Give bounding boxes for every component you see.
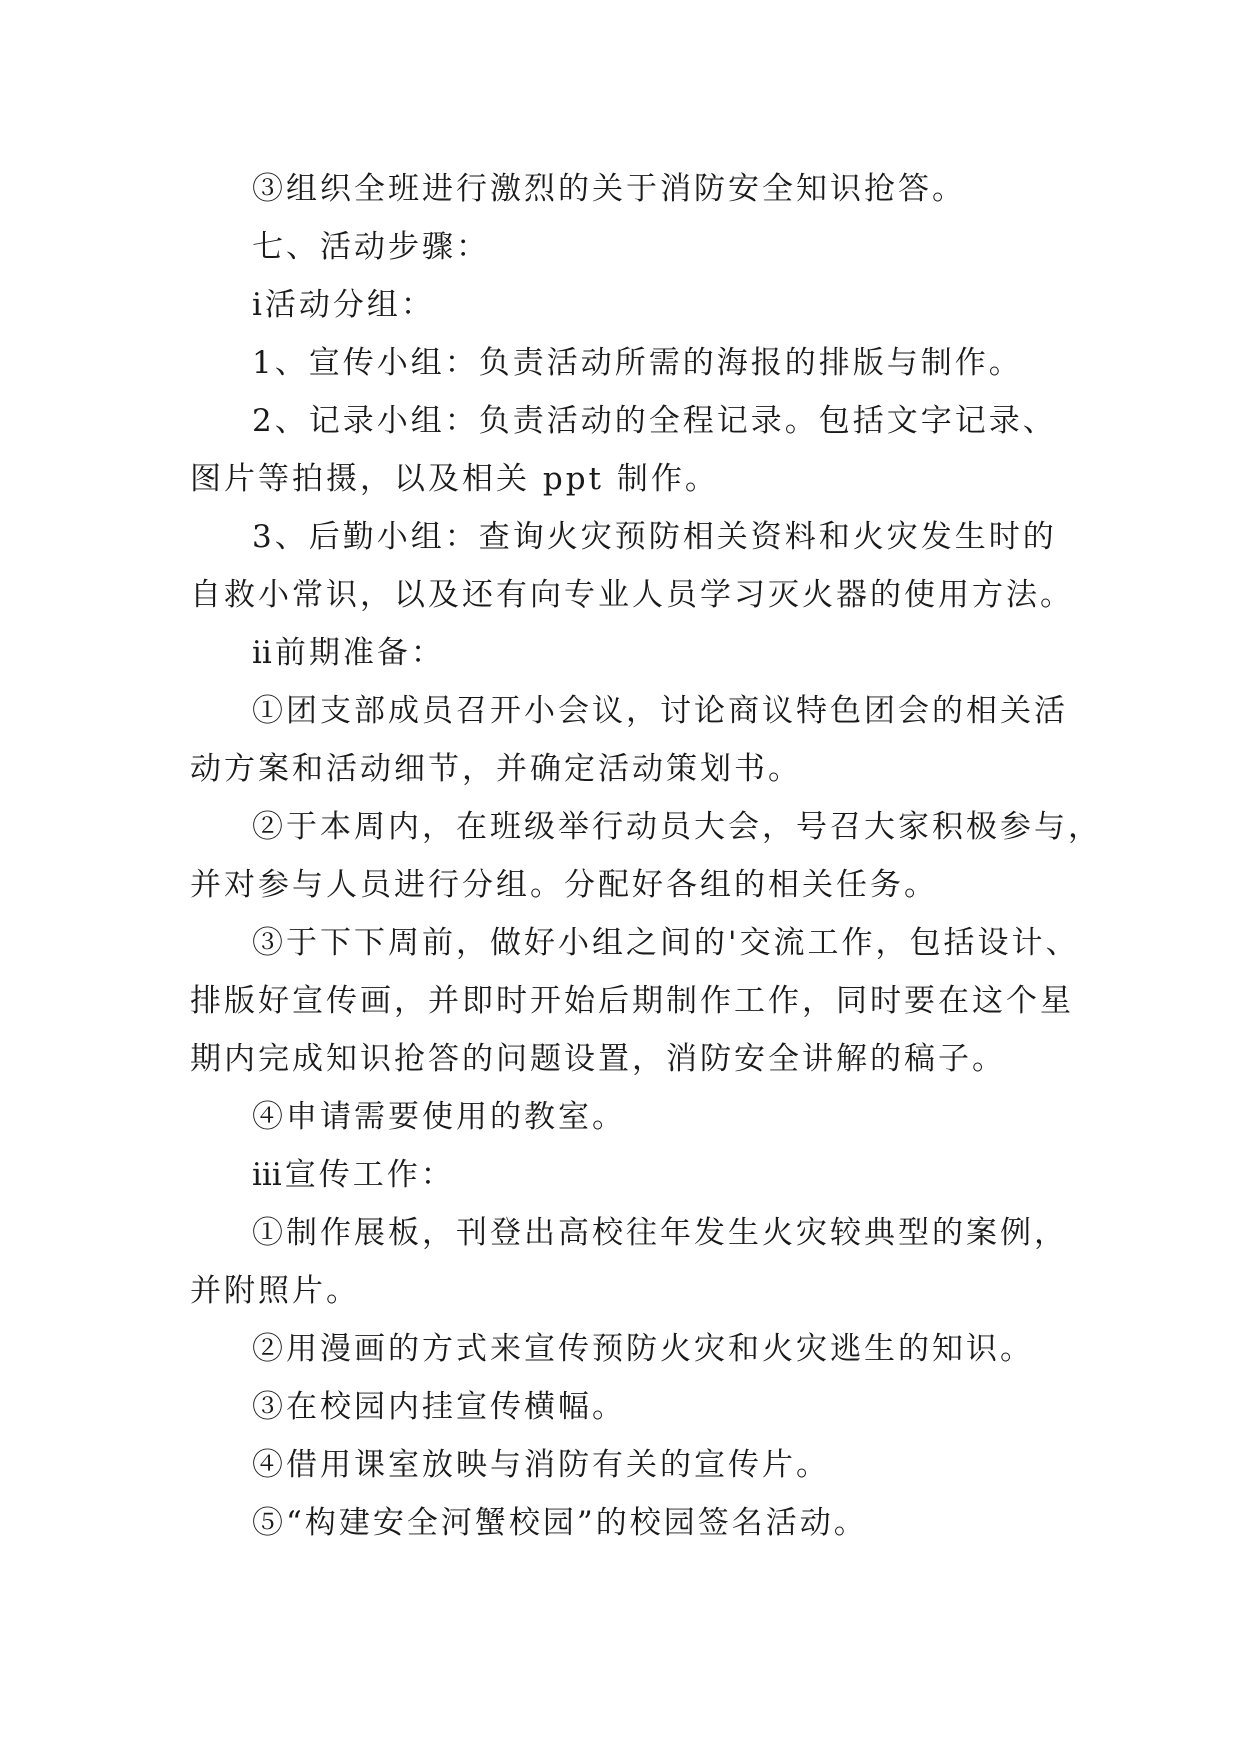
- paragraph-line: 排版好宣传画，并即时开始后期制作工作，同时要在这个星: [190, 983, 1074, 1019]
- subsection-heading: ⅱ前期准备：: [252, 635, 445, 671]
- paragraph-line: ②用漫画的方式来宣传预防火灾和火灾逃生的知识。: [252, 1331, 1034, 1367]
- paragraph-line: ①团支部成员召开小会议，讨论商议特色团会的相关活: [252, 693, 1068, 729]
- paragraph-line: 期内完成知识抢答的问题设置，消防安全讲解的稿子。: [190, 1041, 1006, 1077]
- paragraph-line: ②于本周内，在班级举行动员大会，号召大家积极参与，: [252, 809, 1102, 845]
- paragraph-line: 2、记录小组：负责活动的全程记录。包括文字记录、: [252, 403, 1057, 439]
- document-body: [190, 160, 1102, 1552]
- paragraph-line: 1、宣传小组：负责活动所需的海报的排版与制作。: [252, 345, 1023, 381]
- paragraph-line: ④借用课室放映与消防有关的宣传片。: [252, 1447, 830, 1483]
- paragraph-line: ③组织全班进行激烈的关于消防安全知识抢答。: [252, 171, 966, 207]
- paragraph-line: 自救小常识，以及还有向专业人员学习灭火器的使用方法。: [190, 577, 1074, 613]
- paragraph-line: ③于下下周前，做好小组之间的'交流工作，包括设计、: [252, 925, 1080, 961]
- subsection-heading: ⅰ活动分组：: [252, 287, 435, 323]
- section-heading: 七、活动步骤：: [252, 229, 490, 265]
- subsection-heading: ⅲ宣传工作：: [252, 1157, 455, 1193]
- paragraph-line: 并对参与人员进行分组。分配好各组的相关任务。: [190, 867, 938, 903]
- paragraph-line: 图片等拍摄，以及相关 ppt 制作。: [190, 461, 719, 497]
- paragraph-line: ⑤“构建安全河蟹校园”的校园签名活动。: [252, 1505, 868, 1541]
- paragraph-line: 并附照片。: [190, 1273, 360, 1309]
- paragraph-line: ①制作展板，刊登出高校往年发生火灾较典型的案例，: [252, 1215, 1068, 1251]
- paragraph-line: ④申请需要使用的教室。: [252, 1099, 626, 1135]
- paragraph-line: ③在校园内挂宣传横幅。: [252, 1389, 626, 1425]
- paragraph-line: 3、后勤小组：查询火灾预防相关资料和火灾发生时的: [252, 519, 1057, 555]
- paragraph-line: 动方案和活动细节，并确定活动策划书。: [190, 751, 802, 787]
